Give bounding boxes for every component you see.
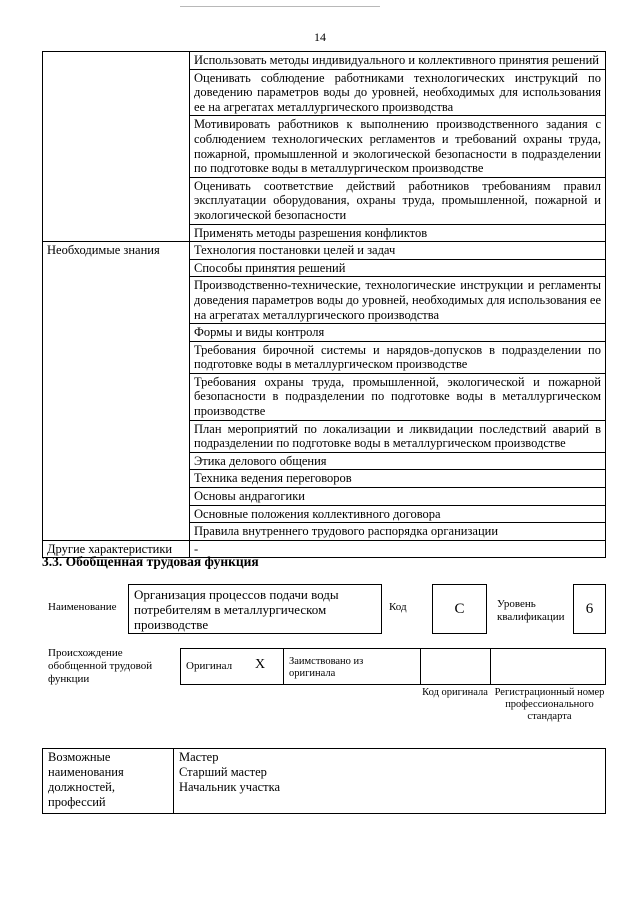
- table-cell: Основы андрагогики: [190, 488, 606, 506]
- code-original-caption: Код оригинала: [422, 687, 488, 698]
- row-group-label: Необходимые знания: [43, 242, 190, 541]
- function-code-box: С: [432, 584, 487, 634]
- table-cell: Оценивать соответствие действий работников требованиям правил эксплуатации оборудования, охраны труда, промышленной, пожарной и экологической безопасности: [190, 177, 606, 224]
- table-cell: Применять методы разрешения конфликтов: [190, 224, 606, 242]
- table-cell: Требования охраны труда, промышленной, экологической и пожарной безопасности в подразделении по подготовке воды в металлургическом производстве: [190, 373, 606, 420]
- table-cell: Технология постановки целей и задач: [190, 242, 606, 260]
- origin-divider: [420, 649, 421, 684]
- positions-label: Возможные наименования должностей, профессий: [43, 749, 174, 814]
- table-cell: Формы и виды контроля: [190, 324, 606, 342]
- original-mark: X: [255, 657, 266, 672]
- original-label: Оригинал: [186, 660, 233, 672]
- table-row: [43, 242, 606, 260]
- table-cell: Способы принятия решений: [190, 259, 606, 277]
- table-cell: Основные положения коллективного договора: [190, 505, 606, 523]
- scan-artifact-line: [180, 6, 380, 7]
- table-cell: -: [190, 540, 606, 558]
- position-item: Старший мастер: [179, 765, 267, 779]
- positions-list: [174, 749, 606, 814]
- page-number: 14: [314, 30, 326, 44]
- table-cell: Мотивировать работников к выполнению производственного задания с соблюдением технологических регламентов и требований охраны труда, пожарной, промышленной и экологической безопасности в подразделении по подготовке воды в металлургическом производстве: [190, 116, 606, 177]
- row-group-label-empty: [43, 52, 190, 242]
- level-value-box: 6: [573, 584, 606, 634]
- origin-table: [180, 648, 606, 685]
- position-item: Мастер: [179, 750, 219, 764]
- table-row: [43, 52, 606, 70]
- function-name-box: Организация процессов подачи воды потребителям в металлургическом производстве: [128, 584, 382, 634]
- origin-divider: [283, 649, 284, 684]
- name-label: Наименование: [48, 601, 117, 613]
- origin-divider: [490, 649, 491, 684]
- section-title: 3.3. Обобщенная трудовая функция: [42, 554, 259, 569]
- origin-label: Происхождение обобщенной трудовой функции: [48, 647, 153, 685]
- reg-number-caption: Регистрационный номер профессионального стандарта: [494, 687, 605, 722]
- table-cell: Этика делового общения: [190, 452, 606, 470]
- table-cell: Использовать методы индивидуального и коллективного принятия решений: [190, 52, 606, 70]
- competency-table: [42, 51, 606, 558]
- table-cell: План мероприятий по локализации и ликвидации последствий аварий в подразделении по подготовке воды в металлургическом производстве: [190, 420, 606, 452]
- row-group-label: Другие характеристики: [43, 540, 190, 558]
- positions-table: [42, 748, 606, 814]
- position-item: Начальник участка: [179, 780, 281, 794]
- level-label: Уровень квалификации: [497, 598, 565, 623]
- table-cell: Правила внутреннего трудового распорядка организации: [190, 523, 606, 541]
- code-label: Код: [389, 601, 407, 613]
- table-cell: Требования бирочной системы и нарядов-допусков в подразделении по подготовке воды в металлургическом производстве: [190, 341, 606, 373]
- table-cell: Техника ведения переговоров: [190, 470, 606, 488]
- table-cell: Производственно-технические, технологические инструкции и регламенты доведения параметров воды до уровней, необходимых для использования ее на агрегатах металлургического производства: [190, 277, 606, 324]
- borrowed-label: Заимствовано из оригинала: [289, 656, 364, 679]
- table-cell: Оценивать соблюдение работниками технологических инструкций по доведению параметров воды до уровней, необходимых для использования ее на агрегатах металлургического производства: [190, 69, 606, 116]
